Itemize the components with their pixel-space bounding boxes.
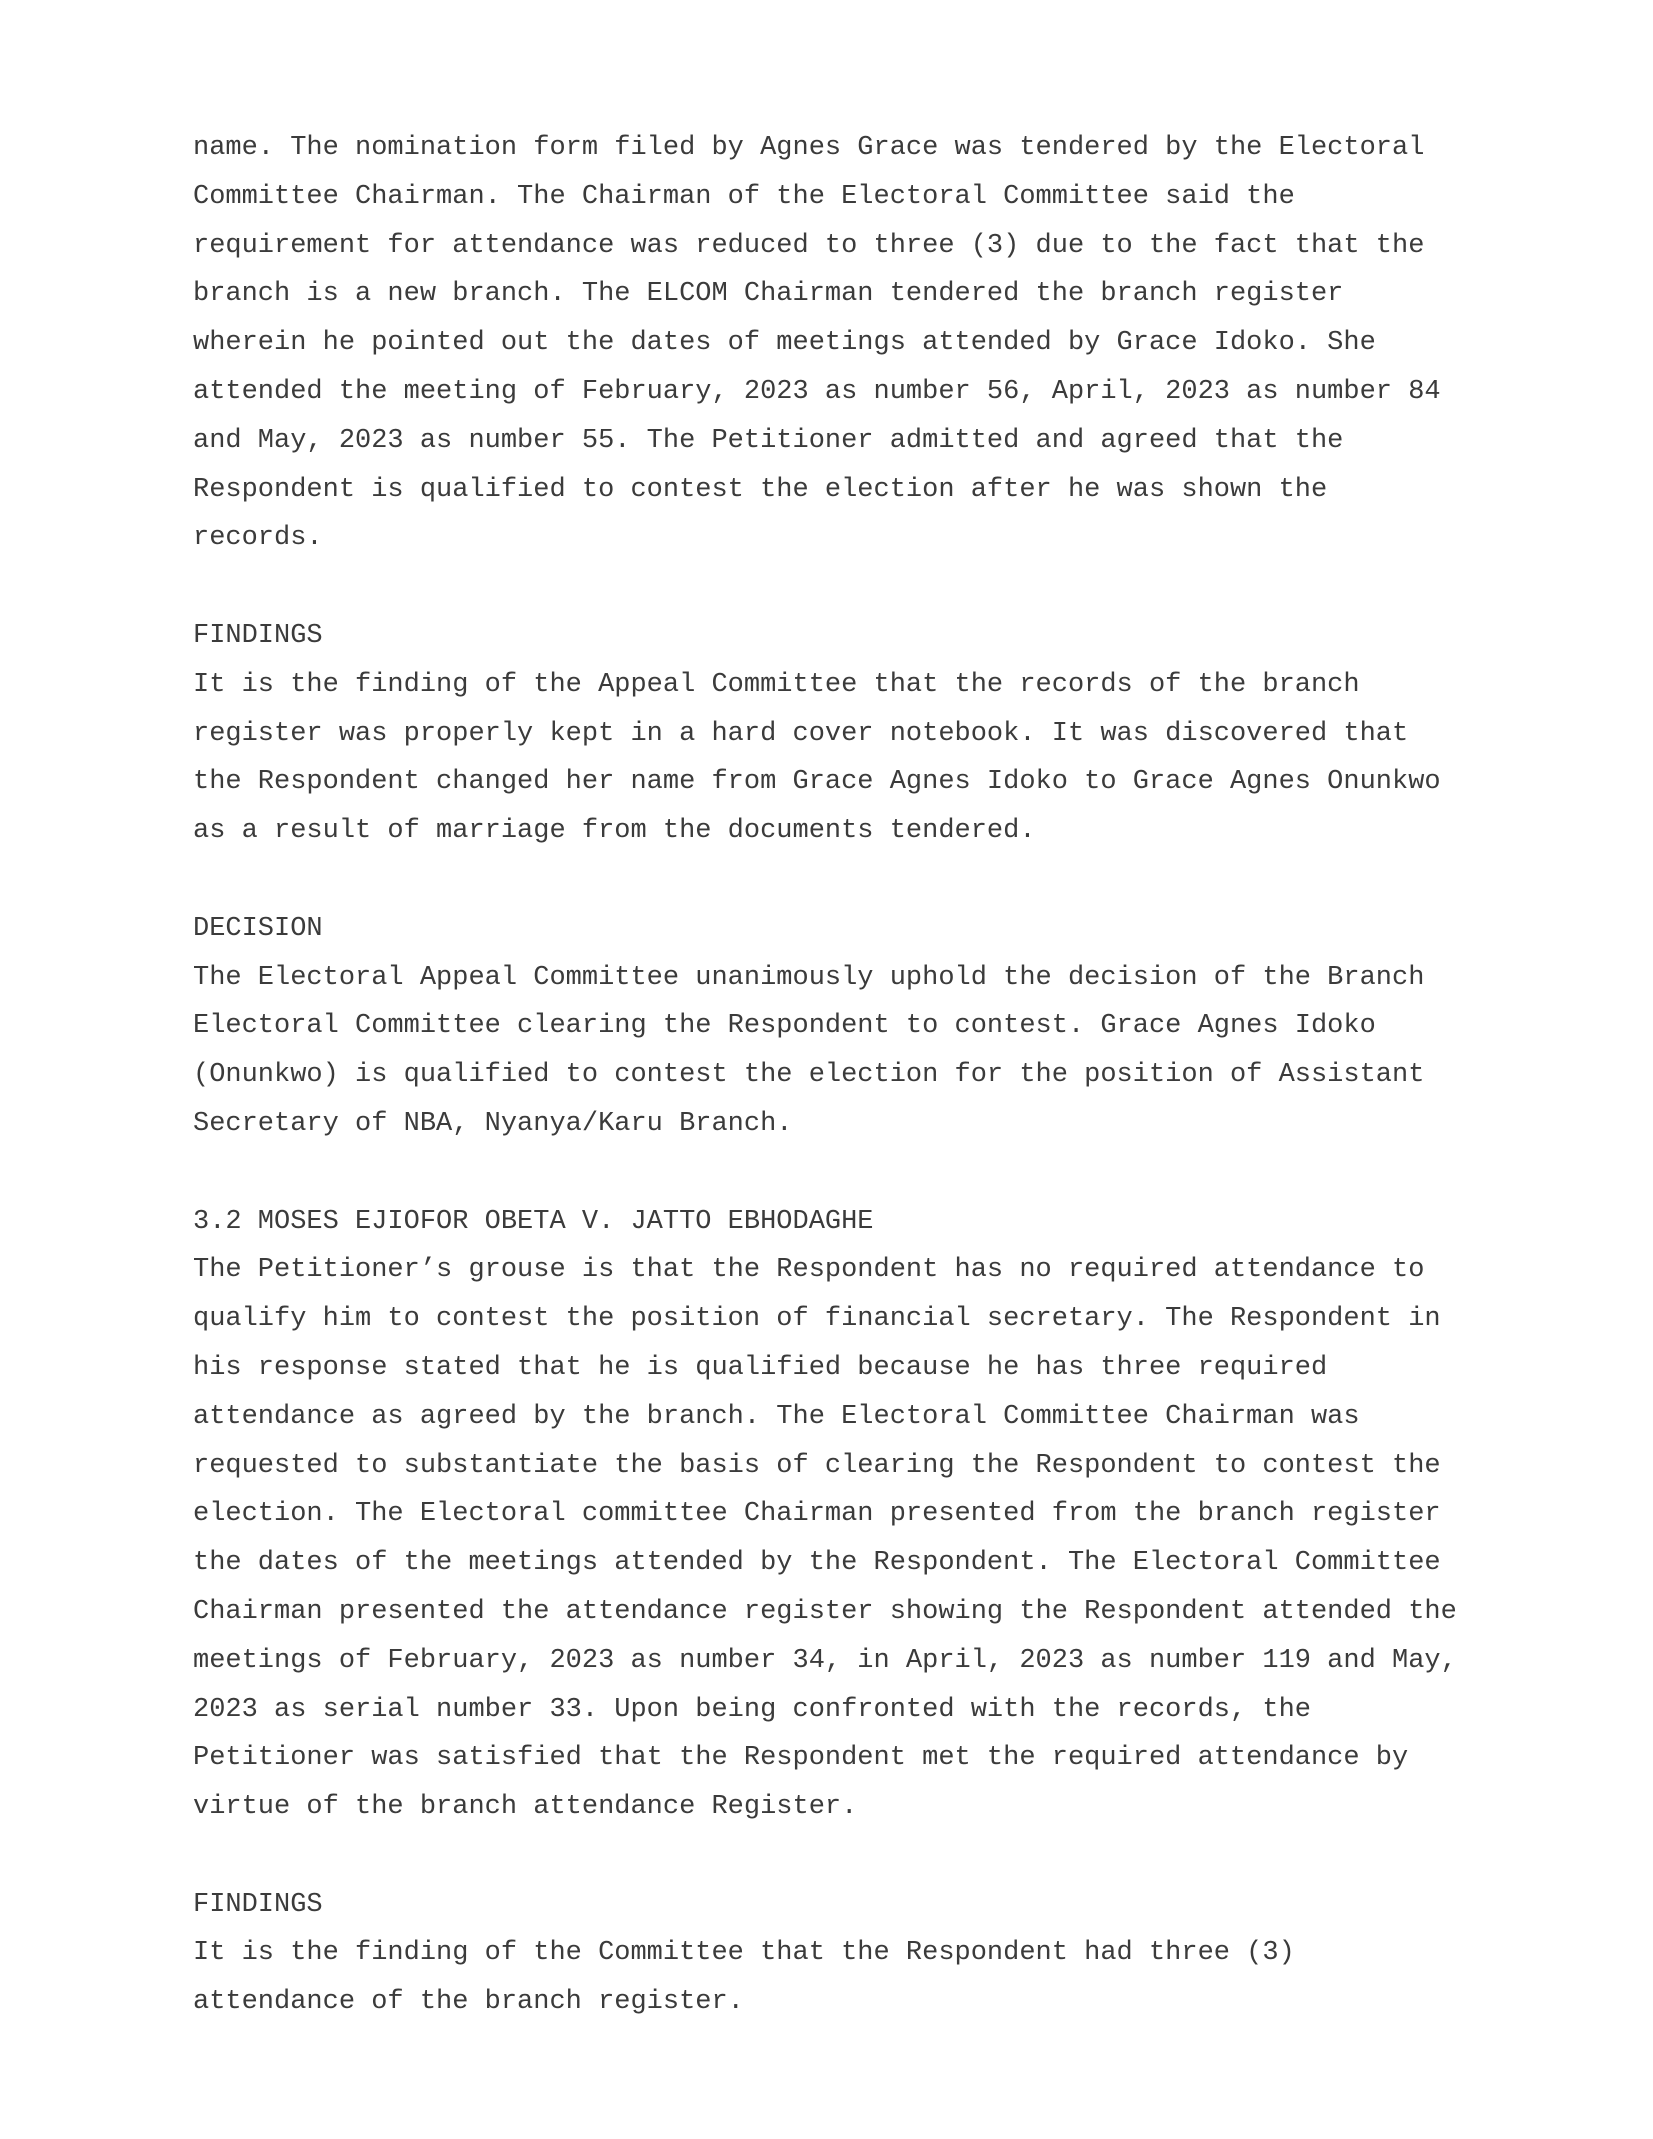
document-page — [193, 124, 1493, 2027]
paragraph-line: Electoral Committee clearing the Respondent to contest. Grace Agnes Idoko — [193, 1011, 1376, 1042]
paragraph-line: the Respondent changed her name from Grace Agnes Idoko to Grace Agnes Onunkwo — [193, 767, 1441, 798]
decision-paragraph — [193, 954, 1493, 1149]
paragraph-line: records. — [193, 523, 323, 554]
paragraph-line: virtue of the branch attendance Register. — [193, 1792, 858, 1823]
paragraph-line: branch is a new branch. The ELCOM Chairman tendered the branch register — [193, 279, 1344, 310]
paragraph-line: requested to substantiate the basis of clearing the Respondent to contest the — [193, 1450, 1441, 1481]
case-3-2-paragraph — [193, 1246, 1493, 1832]
paragraph-line: attendance of the branch register. — [193, 1987, 744, 2018]
paragraph-line: meetings of February, 2023 as number 34, in April, 2023 as number 119 and May, — [193, 1645, 1457, 1676]
findings-paragraph-1 — [193, 661, 1493, 856]
paragraph-line: the dates of the meetings attended by the Respondent. The Electoral Committee — [193, 1548, 1441, 1579]
paragraph-line: Chairman presented the attendance register showing the Respondent attended the — [193, 1596, 1457, 1627]
paragraph-line: It is the finding of the Appeal Committee that the records of the branch — [193, 669, 1360, 700]
case-3-2-heading: 3.2 MOSES EJIOFOR OBETA V. JATTO EBHODAGHE — [193, 1206, 874, 1237]
decision-heading: DECISION — [193, 913, 323, 944]
paragraph-line: name. The nomination form filed by Agnes Grace was tendered by the Electoral — [193, 133, 1425, 163]
findings-paragraph-2 — [193, 1929, 1493, 2027]
paragraph-line: (Onunkwo) is qualified to contest the election for the position of Assistant — [193, 1060, 1425, 1091]
intro-continuation-paragraph — [193, 124, 1493, 563]
paragraph-line: Respondent is qualified to contest the election after he was shown the — [193, 474, 1328, 505]
paragraph-line: requirement for attendance was reduced to three (3) due to the fact that the — [193, 230, 1425, 261]
paragraph-line: The Electoral Appeal Committee unanimously uphold the decision of the Branch — [193, 962, 1425, 993]
paragraph-line: qualify him to contest the position of financial secretary. The Respondent in — [193, 1304, 1441, 1335]
paragraph-spacer — [193, 856, 1493, 905]
paragraph-line: register was properly kept in a hard cover notebook. It was discovered that — [193, 718, 1409, 749]
paragraph-line: Petitioner was satisfied that the Respondent met the required attendance by — [193, 1743, 1409, 1774]
paragraph-line: Committee Chairman. The Chairman of the Electoral Committee said the — [193, 181, 1295, 212]
paragraph-line: and May, 2023 as number 55. The Petitioner admitted and agreed that the — [193, 425, 1344, 456]
paragraph-spacer — [193, 1149, 1493, 1198]
paragraph-line: It is the finding of the Committee that the Respondent had three (3) — [193, 1938, 1295, 1969]
findings-heading-2: FINDINGS — [193, 1889, 323, 1920]
paragraph-line: election. The Electoral committee Chairman presented from the branch register — [193, 1499, 1441, 1530]
paragraph-line: attendance as agreed by the branch. The Electoral Committee Chairman was — [193, 1401, 1360, 1432]
paragraph-line: 2023 as serial number 33. Upon being confronted with the records, the — [193, 1694, 1311, 1725]
paragraph-spacer — [193, 1832, 1493, 1881]
paragraph-line: as a result of marriage from the documents tendered. — [193, 816, 1036, 847]
paragraph-line: wherein he pointed out the dates of meetings attended by Grace Idoko. She — [193, 328, 1376, 359]
findings-heading-1: FINDINGS — [193, 620, 323, 651]
paragraph-line: The Petitioner’s grouse is that the Respondent has no required attendance to — [193, 1255, 1425, 1286]
paragraph-spacer — [193, 563, 1493, 612]
paragraph-line: Secretary of NBA, Nyanya/Karu Branch. — [193, 1108, 793, 1139]
paragraph-line: his response stated that he is qualified because he has three required — [193, 1352, 1328, 1383]
paragraph-line: attended the meeting of February, 2023 as number 56, April, 2023 as number 84 — [193, 376, 1441, 407]
